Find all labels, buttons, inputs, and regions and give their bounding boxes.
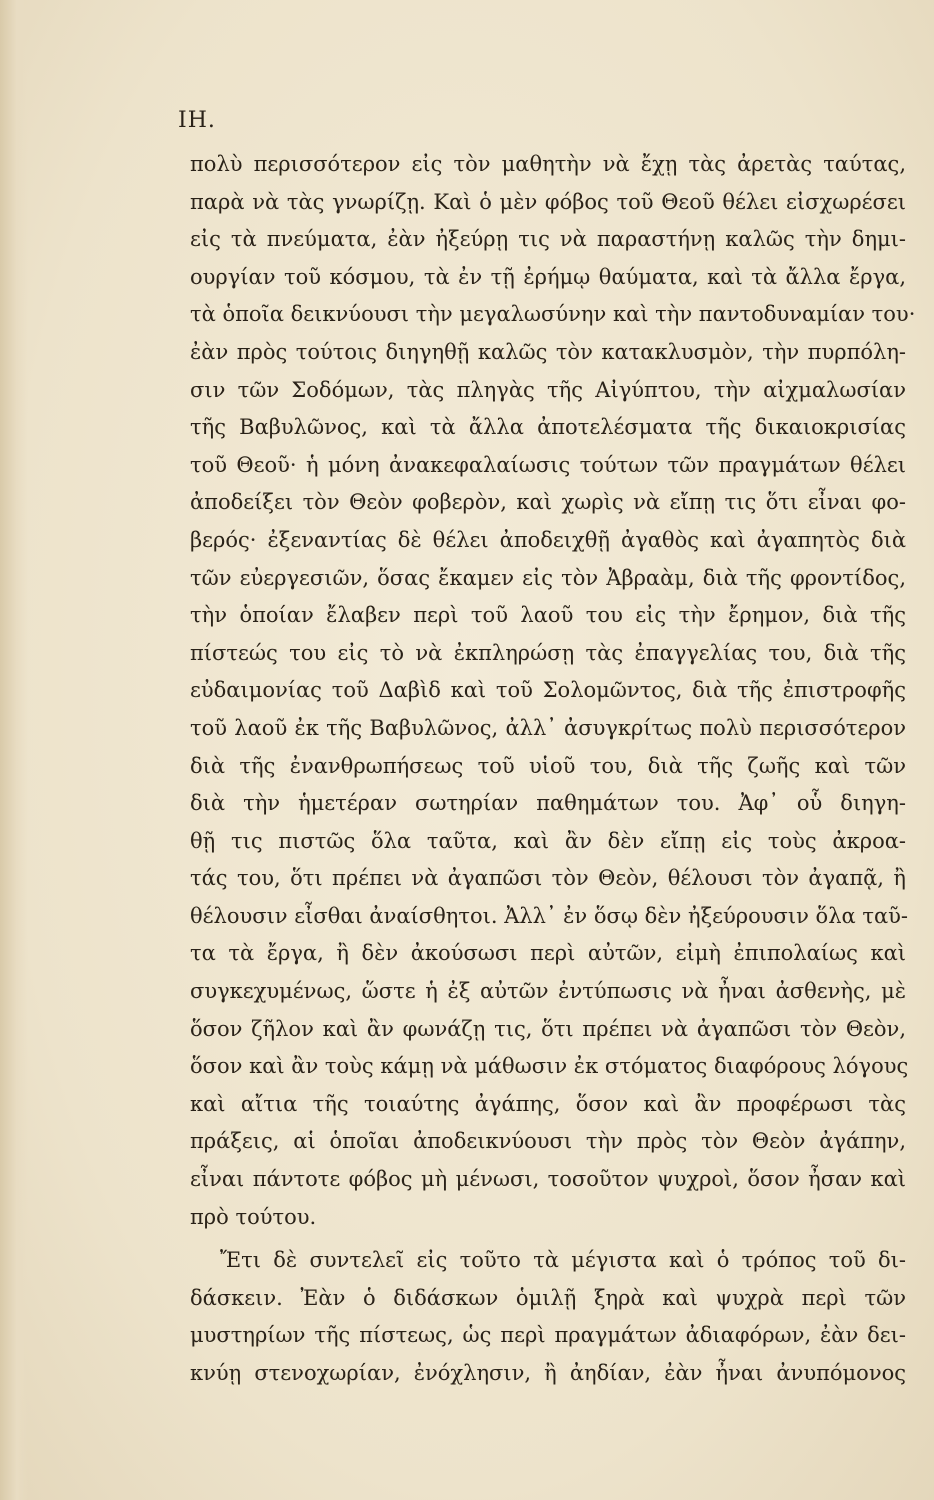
text-line: διὰ τὴν ἡμετέραν σωτηρίαν παθημάτων του. Ἀφ᾽ οὗ διηγη- (190, 791, 906, 816)
page-number: ΙΗ. (178, 108, 216, 133)
text-line: ὅσον ζῆλον καὶ ἂν φωνάζῃ τις, ὅτι πρέπει νὰ ἀγαπῶσι τὸν Θεὸν, (190, 1016, 906, 1041)
page-gutter-shadow (0, 0, 28, 1500)
text-line: βερός· ἐξεναντίας δὲ θέλει ἀποδειχθῇ ἀγαθὸς καὶ ἀγαπητὸς διὰ (190, 527, 906, 552)
paragraph-2 (190, 1242, 906, 1392)
text-line: θέλουσιν εἶσθαι ἀναίσθητοι. Ἀλλ᾽ ἐν ὅσῳ δὲν ἠξεύρουσιν ὅλα ταῦ- (190, 903, 909, 928)
text-line: εἶναι πάντοτε φόβος μὴ μένωσι, τοσοῦτον ψυχροὶ, ὅσον ἦσαν καὶ (190, 1167, 906, 1192)
text-line: τῶν εὐεργεσιῶν, ὅσας ἔκαμεν εἰς τὸν Ἀβραὰμ, διὰ τῆς φροντίδος, (190, 565, 906, 590)
text-line: τῆς Βαβυλῶνος, καὶ τὰ ἄλλα ἀποτελέσματα τῆς δικαιοκρισίας (190, 415, 906, 440)
text-line: πίστεώς του εἰς τὸ νὰ ἐκπληρώσῃ τὰς ἐπαγγελίας του, διὰ τῆς (190, 640, 906, 665)
text-line: θῇ τις πιστῶς ὅλα ταῦτα, καὶ ἂν δὲν εἴπῃ εἰς τοὺς ἀκροα- (190, 828, 906, 853)
text-line: πρὸ τούτου. (190, 1204, 317, 1229)
text-line: δάσκειν. Ἐὰν ὁ διδάσκων ὁμιλῇ ξηρὰ καὶ ψυχρὰ περὶ τῶν (190, 1285, 906, 1310)
text-line: ουργίαν τοῦ κόσμου, τὰ ἐν τῇ ἐρήμῳ θαύματα, καὶ τὰ ἄλλα ἔργα, (190, 264, 906, 289)
text-line: πράξεις, αἱ ὁποῖαι ἀποδεικνύουσι τὴν πρὸς τὸν Θεὸν ἀγάπην, (190, 1129, 906, 1154)
text-line: ἐὰν πρὸς τούτοις διηγηθῇ καλῶς τὸν κατακλυσμὸν, τὴν πυρπόλη- (190, 339, 906, 364)
text-line: τοῦ λαοῦ ἐκ τῆς Βαβυλῶνος, ἀλλ᾽ ἀσυγκρίτως πολὺ περισσότερον (190, 715, 906, 740)
paragraph-1 (190, 146, 916, 1236)
text-line: παρὰ νὰ τὰς γνωρίζῃ. Καὶ ὁ μὲν φόβος τοῦ Θεοῦ θέλει εἰσχωρέσει (190, 189, 906, 214)
text-line: ὅσον καὶ ἂν τοὺς κάμῃ νὰ μάθωσιν ἐκ στόματος διαφόρους λόγους (190, 1054, 909, 1079)
text-line: διὰ τῆς ἐνανθρωπήσεως τοῦ υἱοῦ του, διὰ τῆς ζωῆς καὶ τῶν (190, 753, 906, 778)
text-line: μυστηρίων τῆς πίστεως, ὡς περὶ πραγμάτων ἀδιαφόρων, ἐὰν δει- (190, 1323, 906, 1348)
text-line: τὴν ὁποίαν ἔλαβεν περὶ τοῦ λαοῦ του εἰς τὴν ἔρημον, διὰ τῆς (190, 603, 906, 628)
text-line: κνύῃ στενοχωρίαν, ἐνόχλησιν, ἢ ἀηδίαν, ἐὰν ἦναι ἀνυπόμονος (190, 1361, 906, 1385)
text-line: ἀποδείξει τὸν Θεὸν φοβερὸν, καὶ χωρὶς νὰ εἴπῃ τις ὅτι εἶναι φο- (190, 490, 906, 515)
text-line: εὐδαιμονίας τοῦ Δαβὶδ καὶ τοῦ Σολομῶντος, διὰ τῆς ἐπιστροφῆς (190, 678, 906, 703)
text-line: τοῦ Θεοῦ· ἡ μόνη ἀνακεφαλαίωσις τούτων τῶν πραγμάτων θέλει (190, 452, 906, 477)
text-body (190, 146, 916, 1393)
text-line: καὶ αἴτια τῆς τοιαύτης ἀγάπης, ὅσον καὶ ἂν προφέρωσι τὰς (190, 1091, 906, 1116)
text-line: εἰς τὰ πνεύματα, ἐὰν ἠξεύρῃ τις νὰ παραστήνῃ καλῶς τὴν δημι- (190, 227, 906, 252)
text-line: τάς του, ὅτι πρέπει νὰ ἀγαπῶσι τὸν Θεὸν, θέλουσι τὸν ἀγαπᾷ, ἢ (190, 866, 906, 891)
text-line: Ἔτι δὲ συντελεῖ εἰς τοῦτο τὰ μέγιστα καὶ ὁ τρόπος τοῦ δι- (220, 1248, 906, 1273)
text-line: συγκεχυμένως, ὥστε ἡ ἐξ αὐτῶν ἐντύπωσις νὰ ἦναι ἀσθενὴς, μὲ (190, 979, 906, 1004)
text-line: τὰ ὁποῖα δεικνύουσι τὴν μεγαλωσύνην καὶ τὴν παντοδυναμίαν του· (190, 302, 916, 327)
text-line: πολὺ περισσότερον εἰς τὸν μαθητὴν νὰ ἔχῃ τὰς ἀρετὰς ταύτας, (190, 152, 906, 176)
text-line: σιν τῶν Σοδόμων, τὰς πληγὰς τῆς Αἰγύπτου, τὴν αἰχμαλωσίαν (190, 377, 906, 402)
text-line: τα τὰ ἔργα, ἢ δὲν ἀκούσωσι περὶ αὐτῶν, εἰμὴ ἐπιπολαίως καὶ (190, 941, 906, 966)
